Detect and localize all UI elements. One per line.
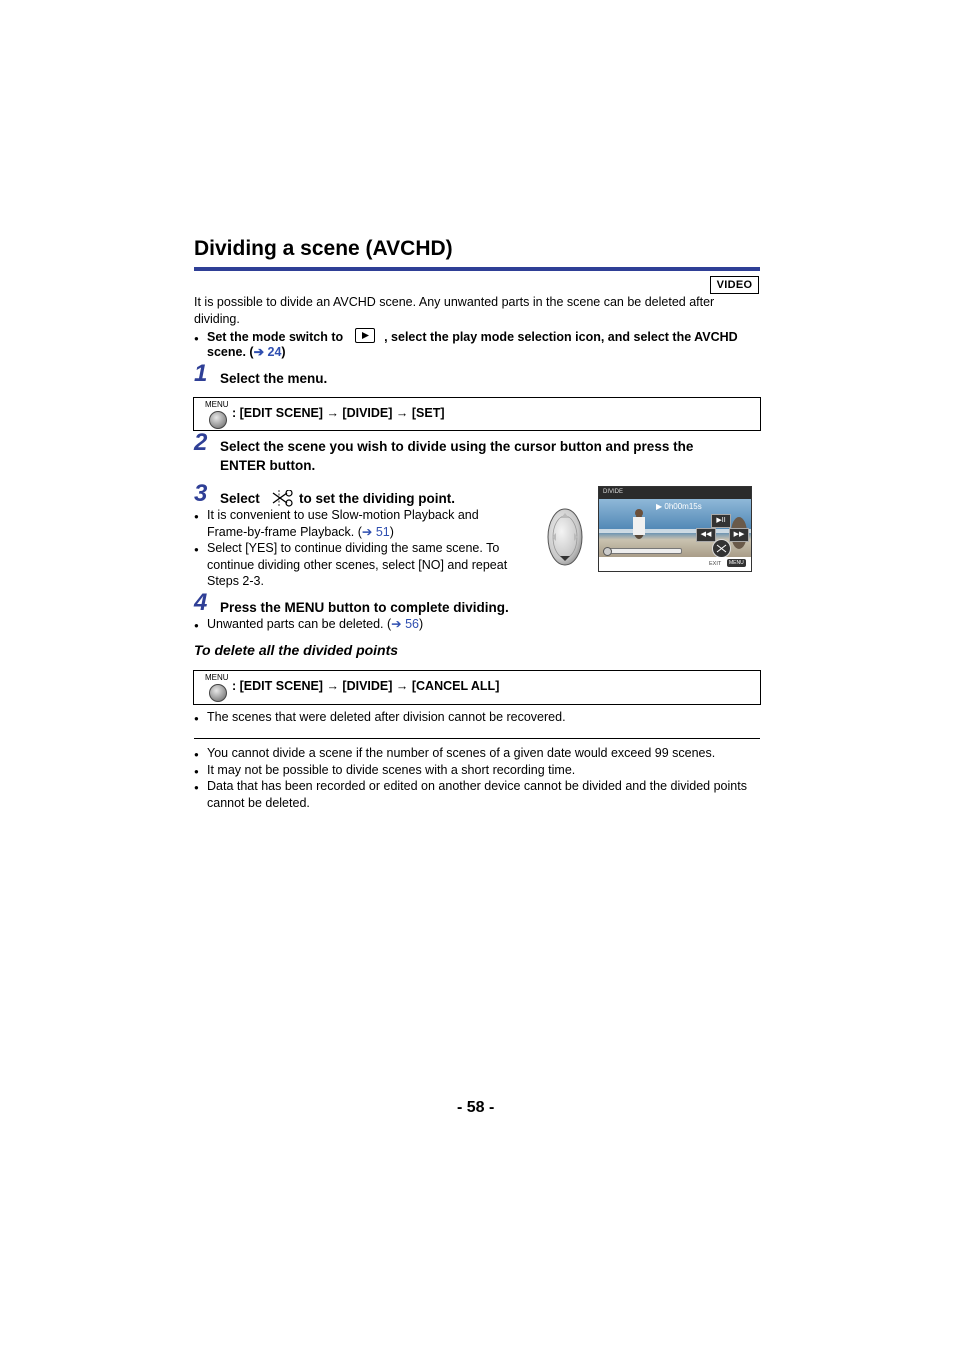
menu-chip[interactable]: MENU [729, 560, 744, 566]
fast-forward-button[interactable]: ▶▶ [729, 528, 749, 542]
delete-note: The scenes that were deleted after division cannot be recovered. [207, 710, 566, 724]
step-2-line-1: Select the scene you wish to divide using the cursor button and press the [220, 439, 694, 454]
scissors-icon [272, 490, 294, 508]
step-3-bullet-2-l1: Select [YES] to continue dividing the same scene. To [207, 541, 500, 555]
cursor-button-icon [546, 507, 584, 567]
mode-note-part3: scene. ( [207, 345, 254, 359]
camera-screen [598, 486, 752, 572]
mode-note-part4: ) [281, 345, 286, 359]
exit-label: EXIT [709, 561, 722, 567]
screen-footer [599, 557, 751, 571]
menu-button-icon [209, 684, 227, 702]
progress-bar[interactable] [604, 548, 682, 554]
screen-header-text: DIVIDE [603, 489, 624, 495]
step-1-text: Select the menu. [220, 371, 328, 386]
step-1-number: 1 [194, 360, 208, 387]
divide-button[interactable] [712, 539, 731, 558]
mode-note-part2: , select the play mode selection icon, and select the AVCHD [384, 330, 738, 344]
note-3-l2: cannot be deleted. [207, 796, 310, 810]
page-number: - 58 - [457, 1099, 495, 1116]
step-3-bullet-2-l2: continue dividing other scenes, select [NO] and repeat [207, 558, 508, 572]
step-4-bullet: Unwanted parts can be deleted. (➔ 56) [207, 617, 424, 631]
screen-header [599, 487, 751, 499]
mode-note-line2 [207, 344, 286, 361]
mode-note-part1: Set the mode switch to [207, 330, 344, 344]
note-3-l1: Data that has been recorded or edited on another device cannot be divided and the divided points [207, 779, 747, 793]
menu-icon-label-2: MENU [205, 673, 229, 682]
screen-time: ▶ 0h00m15s [656, 502, 702, 511]
step-4-number: 4 [194, 589, 208, 616]
step-3-text-a: Select [220, 491, 260, 506]
note-1: You cannot divide a scene if the number of scenes of a given date would exceed 99 scenes. [207, 746, 716, 760]
menu-path-box-1 [193, 397, 761, 431]
mode-note-link[interactable]: ➔ 24 [253, 345, 282, 359]
step-3-bullet-1-l2: Frame-by-frame Playback. (➔ 51) [207, 525, 394, 539]
step-3-text-b: to set the dividing point. [299, 491, 455, 506]
play-pause-button[interactable]: ▶II [711, 514, 731, 528]
divider [194, 738, 760, 739]
step-3-link[interactable]: ➔ 51 [361, 525, 390, 539]
step-3-number: 3 [194, 480, 208, 507]
delete-section-heading: To delete all the divided points [194, 642, 399, 658]
intro-line-1: It is possible to divide an AVCHD scene. Any unwanted parts in the scene can be deleted after [194, 295, 715, 309]
menu-path-box-2 [193, 670, 761, 705]
mode-note [207, 328, 738, 346]
video-badge: VIDEO [710, 276, 759, 294]
step-4-link[interactable]: ➔ 56 [391, 617, 420, 631]
title-underline [194, 267, 760, 271]
intro-line-2: dividing. [194, 312, 240, 326]
note-2: It may not be possible to divide scenes with a short recording time. [207, 763, 576, 777]
menu-path-2: : [EDIT SCENE] → [DIVIDE] → [CANCEL ALL] [232, 679, 500, 693]
step-2-number: 2 [194, 429, 208, 456]
step-3-bullet-2-l3: Steps 2-3. [207, 574, 264, 588]
menu-button-icon [209, 411, 227, 429]
rewind-button[interactable]: ◀◀ [696, 528, 716, 542]
step-3-bullet-1-l1: It is convenient to use Slow-motion Playback and [207, 508, 479, 522]
step-2-line-2: ENTER button. [220, 458, 316, 473]
menu-path-1: : [EDIT SCENE] → [DIVIDE] → [SET] [232, 406, 445, 420]
play-mode-icon [355, 328, 375, 343]
menu-icon-label: MENU [205, 400, 229, 409]
progress-handle[interactable] [603, 547, 612, 556]
page-title: Dividing a scene (AVCHD) [194, 237, 453, 260]
step-4-text: Press the MENU button to complete dividing. [220, 600, 509, 615]
